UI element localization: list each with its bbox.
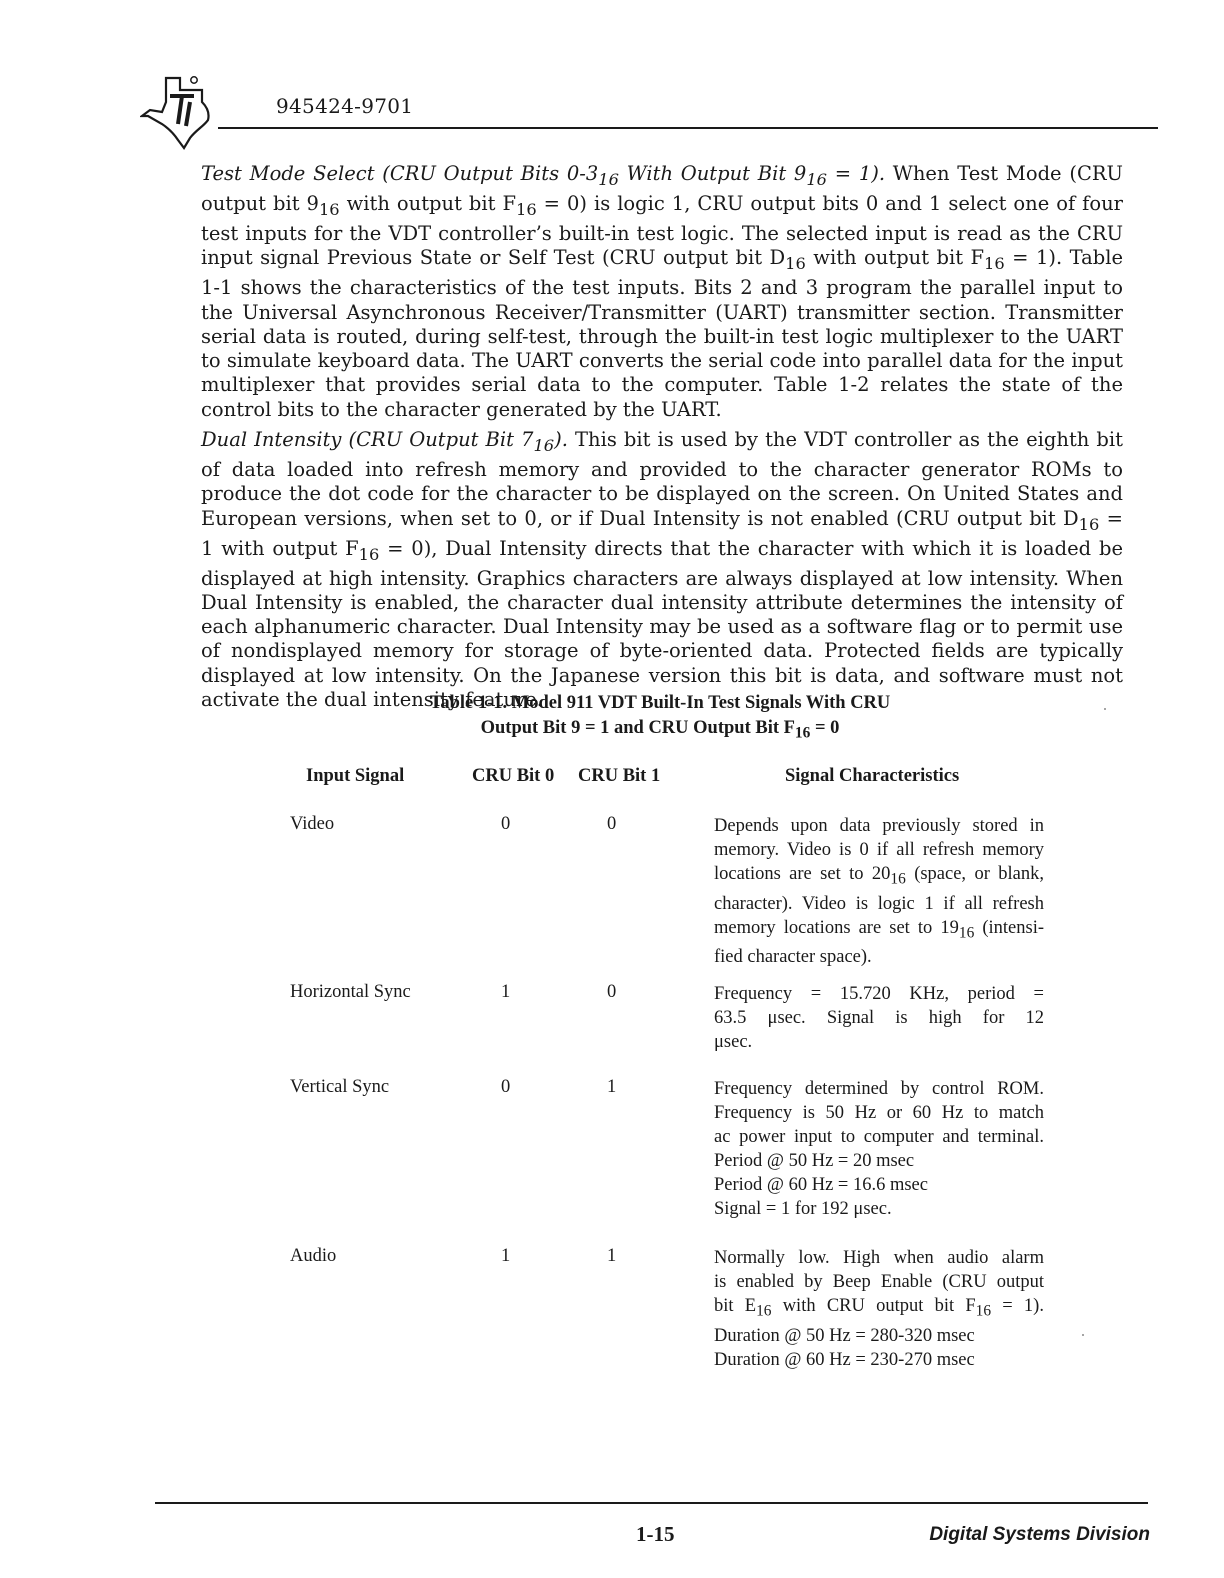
column-header-input-signal: Input Signal <box>306 766 405 786</box>
cell-cru-bit-0: 0 <box>501 1077 511 1097</box>
cell-cru-bit-1: 1 <box>607 1077 617 1097</box>
table-caption: Table 1-1. Model 911 VDT Built-In Test Signals With CRU Output Bit 9 = 1 and CRU Output Bit $F_{16} = 0$ <box>429 693 891 742</box>
cell-signal-characteristics: Normally low. High when audio alarm is enabled by Beep Enable (CRU output bit $E_{16}$ with CRU output bit $F_{16} = 1$). Duration @ 50 Hz = 280-320 msec Duration @ 60 Hz = 230-270 msec <box>714 1248 1044 1370</box>
scan-speck <box>1082 1334 1084 1336</box>
scan-speck <box>1104 708 1106 710</box>
document-number: 945424-9701 <box>276 94 414 118</box>
cell-signal-characteristics: Frequency determined by control ROM. Frequency is 50 Hz or 60 Hz to match ac power input to computer and terminal. Period @ 50 Hz = 20 msec Period @ 60 Hz = 16.6 msec Signal = 1 for 192 μsec. <box>714 1079 1044 1219</box>
footer-rule <box>155 1502 1148 1504</box>
paragraph-dual-intensity: Dual Intensity (CRU Output Bit $7_{16}$). This bit is used by the VDT controller as the eighth bit of data loaded into refresh memory and provided to the character generator ROMs to produce the dot code for the character to be displayed on the screen. On United States and European versions, when set to 0, or if Dual Intensity is not enabled (CRU output bit $D_{16} = 1$ with output $F_{16} = 0$), Dual Intensity directs that the character with which it is loaded be displayed at high intensity. Graphics characters are always displayed at low intensity. When Dual Intensity is enabled, the character dual intensity attribute determines the intensity of each alphanumeric character. Dual Intensity may be used as a software flag or to permit use of nondisplayed memory for storage of byte-oriented data. Protected fields are typically displayed at low intensity. On the Japanese version this bit is data, and software must not activate the dual intensity feature. <box>201 428 1123 711</box>
cell-cru-bit-0: 0 <box>501 814 511 834</box>
header-rule <box>218 127 1158 129</box>
cell-cru-bit-1: 0 <box>607 982 617 1002</box>
column-header-cru-bit-0: CRU Bit 0 <box>472 766 555 786</box>
division-name: Digital Systems Division <box>929 1524 1150 1545</box>
para-title: Test Mode Select (CRU Output Bits $0-3_{16}$ With Output Bit $9_{16} = 1$). <box>201 162 886 189</box>
cell-signal-characteristics: Depends upon data previously stored in memory. Video is 0 if all refresh memory locations are set to $20_{16}$ (space, or blank, character). Video is logic 1 if all refresh memory locations are set to $19_{16}$ (intensi- fied character space). <box>714 816 1044 968</box>
texas-instruments-logo <box>140 72 220 152</box>
cell-cru-bit-0: 1 <box>501 1246 511 1266</box>
cell-cru-bit-1: 1 <box>607 1246 617 1266</box>
column-header-signal-characteristics: Signal Characteristics <box>785 766 960 786</box>
cell-cru-bit-0: 1 <box>501 982 511 1002</box>
para-title: Dual Intensity (CRU Output Bit $7_{16}$). <box>201 428 568 455</box>
cell-input-signal: Vertical Sync <box>290 1077 390 1097</box>
cell-input-signal: Audio <box>290 1246 337 1266</box>
paragraph-test-mode-select: Test Mode Select (CRU Output Bits $0-3_{16}$ With Output Bit $9_{16} = 1$). When Test Mode (CRU output bit $9_{16}$ with output bit $F_{16} = 0$) is logic 1, CRU output bits 0 and 1 select one of four test inputs for the VDT controller’s built-in test logic. The selected input is read as the CRU input signal Previous State or Self Test (CRU output bit $D_{16}$ with output bit $F_{16} = 1$). Table 1-1 shows the characteristics of the test inputs. Bits 2 and 3 program the parallel input to the Universal Asynchronous Receiver/Transmitter (UART) transmitter section. Transmitter serial data is routed, during self-test, through the built-in test logic multiplexer to the UART to simulate keyboard data. The UART converts the serial code into parallel data for the input multiplexer that provides serial data to the computer. Table 1-2 relates the state of the control bits to the character generated by the UART. <box>201 162 1123 421</box>
cell-input-signal: Video <box>290 814 335 834</box>
page-number: 1-15 <box>636 1522 675 1546</box>
cell-input-signal: Horizontal Sync <box>290 982 411 1002</box>
cell-cru-bit-1: 0 <box>607 814 617 834</box>
cell-signal-characteristics: Frequency = 15.720 KHz, period = 63.5 μsec. Signal is high for 12 μsec. <box>714 984 1044 1052</box>
column-header-cru-bit-1: CRU Bit 1 <box>578 766 661 786</box>
